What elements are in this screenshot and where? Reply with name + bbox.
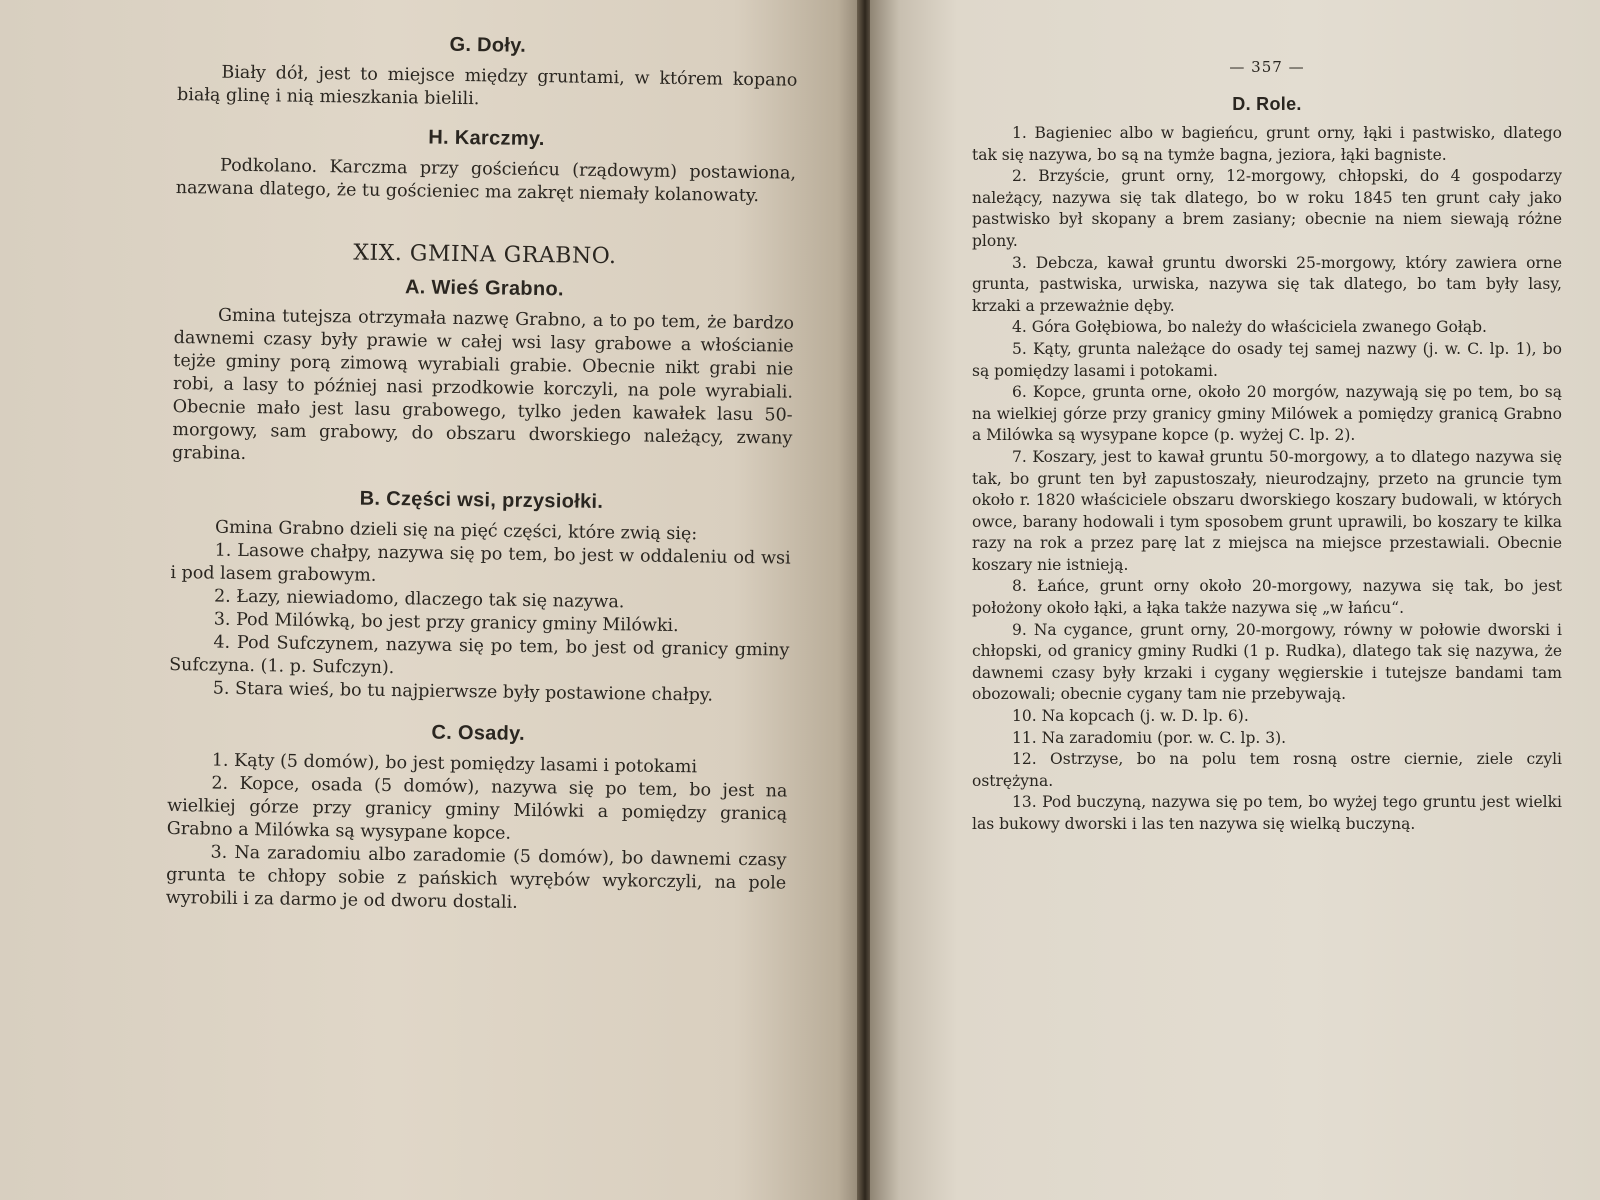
left-page-text	[166, 30, 798, 919]
section-b-list	[169, 539, 791, 709]
section-b-heading: B. Części wsi, przysiołki.	[359, 487, 604, 513]
list-item: 5. Kąty, grunta należące do osady tej samej nazwy (j. w. C. lp. 1), bo są pomiędzy lasami i potokami.	[972, 339, 1562, 380]
list-item: 8. Łańce, grunt orny około 20-morgowy, nazywa się tak, bo jest położony około łąki, a łąka także nazywa się „w łańcu“.	[972, 577, 1562, 618]
list-item: 6. Kopce, grunta orne, około 20 morgów, nazywają się po tem, bo są na wielkiej górze przy granicy gminy Milówek a pomiędzy granicą Grabno a Milówka są wysypane kopce (p. wyżej C. lp. 2).	[972, 383, 1562, 445]
chapter-title: XIX. GMINA GRABNO.	[353, 240, 617, 270]
section-g-heading: G. Doły.	[449, 33, 527, 57]
page-number: — 357 —	[1229, 58, 1305, 76]
list-item: 5. Stara wieś, bo tu najpierwsze były postawione chałpy.	[212, 678, 714, 706]
list-item: 7. Koszary, jest to kawał gruntu 50-morgowy, a to dlatego nazywa się tak, bo grunt ten był zapustoszały, nieurodzajny, przeto na gruncie tym około r. 1820 właściciele obszaru dworskiego koszary budowali, w których owce, barany hodowali i tym sposobem grunt uprawili, bo koszary te kilka razy na rok a przez parę lat z miejsca na miejsce przestawiali. Obecnie koszary nie istnieją.	[972, 447, 1562, 574]
right-page	[870, 0, 1600, 1200]
section-h-heading: H. Karczmy.	[428, 126, 545, 151]
list-item: 10. Na kopcach (j. w. D. lp. 6).	[1012, 707, 1249, 726]
section-a-heading: A. Wieś Grabno.	[404, 276, 564, 301]
section-a-paragraph: Gmina tutejsza otrzymała nazwę Grabno, a to po tem, że bardzo dawnemi czasy były prawie w całej wsi lasy grabowe a włościanie tejże gminy porą zimową wyrabiali grabie. Obecnie nikt grabi nie robi, a lasy to później nasi przodkowie korczyli, na pole wyrabiali. Obecnie mało jest lasu grabowego, tylko jeden kawałek lasu 50-morgowy, sam grabowy, do obszaru dworskiego należący, zwany grabina.	[171, 305, 795, 464]
list-item: 2. Brzyście, grunt orny, 12-morgowy, chłopski, do 4 gospodarzy należący, nazywa się tak dlatego, bo w roku 1845 ten grunt cały jako pastwisko był skopany a brem zasiany; obecnie na niem siewają różne plony.	[972, 167, 1562, 250]
list-item: 3. Debcza, kawał gruntu dworski 25-morgowy, który zawiera orne grunta, pastwiska, urwiska, nazywa się tak dlatego, bo tam były lasy, krzaki a przeważnie dęby.	[972, 253, 1562, 315]
list-item: 3. Na zaradomiu albo zaradomie (5 domów), bo dawnemi czasy grunta te chłopy sobie z pańskich wyrębów wykorczyli, na pole wyrobili i za darmo je od dworu dostali.	[165, 842, 787, 913]
list-item: 12. Ostrzyse, bo na polu tem rosną ostre ciernie, ziele czyli ostrężyna.	[972, 750, 1562, 790]
list-item: 4. Góra Gołębiowa, bo należy do właściciela zwanego Gołąb.	[1012, 318, 1487, 337]
list-item: 4. Pod Sufczynem, nazywa się po tem, bo jest od granicy gminy Sufczyna. (1. p. Sufczyn).	[168, 632, 790, 679]
section-b-intro: Gmina Grabno dzieli się na pięć części, które zwią się:	[214, 517, 698, 545]
section-d-heading: D. Role.	[1232, 94, 1302, 114]
section-c-list	[166, 749, 788, 919]
list-item: 1. Bagieniec albo w bagieńcu, grunt orny, łąki i pastwisko, dlatego tak się nazywa, bo są na tymże bagna, jeziora, łąki bagniste.	[972, 124, 1562, 164]
list-item: 1. Lasowe chałpy, nazywa się po tem, bo jest w oddaleniu od wsi i pod lasem grabowym.	[170, 540, 791, 586]
list-item: 1. Kąty (5 domów), bo jest pomiędzy lasami i potokami	[211, 750, 698, 778]
list-item: 2. Łazy, niewiadomo, dlaczego tak się nazywa.	[213, 586, 625, 613]
list-item: 11. Na zaradomiu (por. w. C. lp. 3).	[1012, 728, 1287, 747]
section-d-list	[972, 123, 1562, 836]
section-c-heading: C. Osady.	[431, 721, 526, 745]
section-h-paragraph: Podkolano. Karczma przy gościeńcu (rządowym) postawiona, nazwana dlatego, że tu gościeniec ma zakręt niemały kolanowaty.	[175, 155, 797, 207]
right-page-text	[972, 58, 1562, 836]
list-item: 3. Pod Milówką, bo jest przy granicy gminy Milówki.	[213, 609, 679, 637]
list-item: 2. Kopce, osada (5 domów), nazywa się po tem, bo jest na wielkiej górze przy granicy gminy Milówki a pomiędzy granicą Grabno a Milówka są wysypane kopce.	[166, 773, 788, 844]
section-g-paragraph: Biały dół, jest to miejsce między gruntami, w którem kopano białą glinę i nią mieszkania bielili.	[176, 62, 798, 110]
list-item: 9. Na cygance, grunt orny, 20-morgowy, równy w połowie dworski i chłopski, od granicy gminy Rudki (1 p. Rudka), dlatego tak się nazywa, że dawnemi czasy były krzaki i cygany węgierskie i tutejsze bandami tam obozowali; obecnie cygany tam nie przebywają.	[972, 620, 1562, 704]
list-item: 13. Pod buczyną, nazywa się po tem, bo wyżej tego gruntu jest wielki las bukowy dworski i las ten nazywa się wielką buczyną.	[972, 793, 1562, 833]
